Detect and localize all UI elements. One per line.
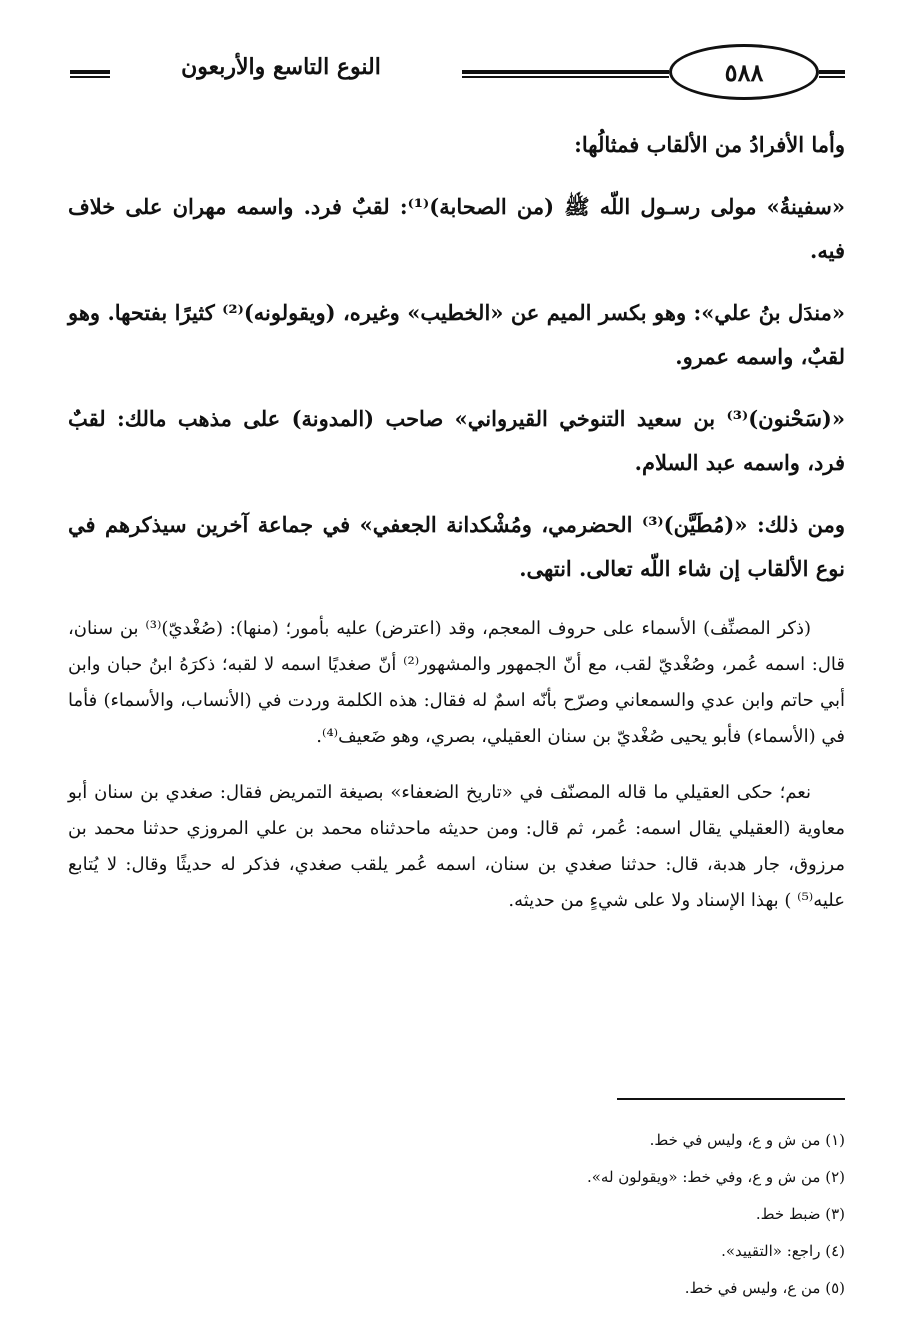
paragraph-safina: «سفينةُ» مولى رسـول اللّه ﷺ (من الصحابة)⁽¹⁾: لقبٌ فرد. واسمه مهران على خلاف فيه. (68, 194, 846, 263)
footnote-5: (٥) من ع، وليس في خط. (684, 1279, 845, 1297)
header-rule-middle (462, 70, 669, 78)
paragraph-commentary-uqayli: نعم؛ حكى العقيلي ما قاله المصنّف في «تاريخ الضعفاء» بصيغة التمريض فقال: صغدي بن سنان أبو معاوية (العقيلي يقال اسمه: عُمر، ثم قال: ومن حديثه ماحدثناه محمد بن علي المروزي حدثنا محمد بن مرزوق، جار هدبة، قال: حدثنا صغدي بن سنان، اسمه عُمر يلقب صغدي، فذكر له حديثًا وقال: لا يُتابع عليه⁽⁵⁾ ) بهذا الإسناد ولا على شيءٍ من حديثه. (68, 782, 845, 911)
chapter-title: النوع التاسع والأربعون (181, 54, 381, 80)
footnote-3: (٣) ضبط خط. (755, 1205, 845, 1223)
paragraph-mandal: «مندَل بنُ علي»: وهو بكسر الميم عن «الخطيب» وغيره، (ويقولونه)⁽²⁾ كثيرًا بفتحها. وهو لقبٌ، واسمه عمرو. (68, 300, 845, 369)
header-rule-right (819, 70, 845, 78)
page-header (70, 40, 845, 110)
paragraph-afrad-intro: وأما الأفرادُ من الألقاب فمثالُها: (574, 132, 845, 157)
footnote-divider (617, 1098, 845, 1100)
footnote-4: (٤) راجع: «التقييد». (721, 1242, 845, 1260)
header-rule-left (70, 70, 110, 78)
paragraph-sahnun: «(سَحْنون)⁽³⁾ بن سعيد التنوخي القيرواني» صاحب (المدونة) على مذهب مالك: لقبٌ فرد، واسمه عبد السلام. (68, 406, 845, 475)
footnote-1: (١) من ش و ع، وليس في خط. (649, 1131, 845, 1149)
paragraph-commentary-sughdi: (ذكر المصنِّف) الأسماء على حروف المعجم، وقد (اعترض) عليه بأمور؛ (منها): (صُغْديّ)⁽³⁾ بن سنان، قال: اسمه عُمر، وصُغْديّ لقب، مع أنّ الجمهور والمشهور⁽²⁾ أنّ صغديًا اسمه لا لقبه؛ ذكرَهُ ابنُ حبان وابن أبي حاتم وابن عدي والسمعاني وصرّح بأنّه اسمٌ له فقال: هذه الكلمة وردت في (الأنساب، والأسماء) فأما في (الأسماء) فأبو يحيى صُغْديّ بن سنان العقيلي، بصري، وهو ضَعيف⁽⁴⁾. (68, 618, 846, 747)
footnote-2: (٢) من ش و ع، وفي خط: «ويقولون له». (586, 1168, 845, 1186)
footnotes (68, 1122, 845, 1307)
page-number: ٥٨٨ (724, 57, 764, 87)
main-text (68, 123, 845, 919)
page-number-oval (669, 44, 819, 100)
paragraph-mutayyan: ومن ذلك: «(مُطَيَّن)⁽³⁾ الحضرمي، ومُشْكدانة الجعفي» في جماعة آخرين سيذكرهم في نوع الألقاب إن شاء اللّه تعالى. انتهى. (68, 512, 845, 581)
